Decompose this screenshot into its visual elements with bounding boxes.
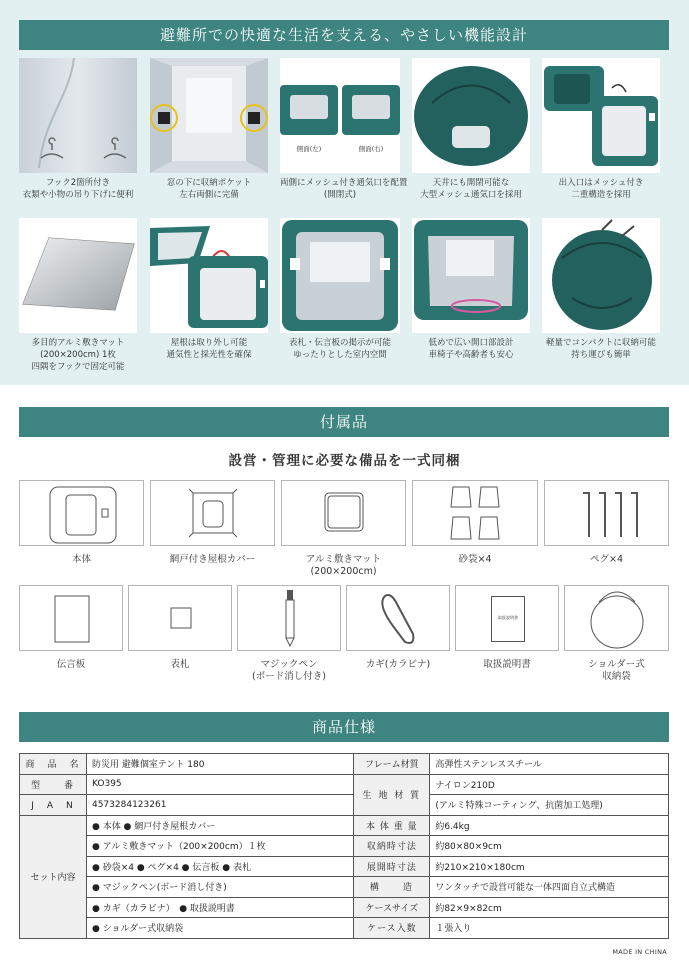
spec-key: 型 番 [20, 774, 87, 795]
feature-photo [19, 218, 137, 333]
manual-icon: 取扱説明書 [491, 596, 525, 642]
table-row [20, 795, 669, 816]
low-opening-illustration [412, 218, 530, 333]
accessory-label-line: 伝言板 [56, 659, 86, 670]
accessory-label [564, 659, 669, 683]
table-row [20, 897, 669, 918]
spec-key: 展開時寸法 [354, 856, 430, 877]
feature-caption-line: 屋根は取り外し可能 [170, 338, 248, 348]
table-row [20, 774, 669, 795]
spec-title-bar [19, 712, 669, 742]
spec-key: ケースサイズ [354, 897, 430, 918]
accessory-label [544, 554, 669, 566]
hanger-hooks-illustration [19, 58, 137, 173]
accessory-label [19, 659, 123, 671]
accessory-label [128, 659, 232, 671]
pocket-illustration [150, 58, 268, 173]
alu-mat-illustration [19, 218, 137, 333]
spec-table [19, 753, 669, 939]
peg-icon [545, 481, 670, 547]
spec-set-line: ● アルミ敷きマット（200×200cm）１枚 [86, 836, 353, 857]
table-row [20, 754, 669, 775]
carabiner-icon [347, 586, 451, 652]
roof-removal-illustration [150, 218, 268, 333]
spec-value: 約82×9×82cm [430, 897, 669, 918]
spec-value: (アルミ特殊コーティング、抗菌加工処理) [430, 795, 669, 816]
spec-value: 4573284123261 [86, 795, 353, 816]
marker-pen-icon [238, 586, 342, 652]
accessories-subtitle: 設営・管理に必要な備品を一式同梱 [228, 453, 461, 469]
nameplate-icon [129, 586, 233, 652]
accessory-label-line: 本体 [71, 554, 91, 565]
accessories-title-bar [19, 407, 669, 437]
feature-photo [280, 58, 400, 173]
accessory-label-line: ペグ×4 [589, 554, 623, 565]
accessory-label [281, 554, 406, 578]
sandbag-icon [413, 481, 539, 547]
spec-value: 防災用 避難個室テント 180 [86, 754, 353, 775]
table-row [20, 836, 669, 857]
accessory-sandbag-box [412, 480, 538, 546]
spec-set-line: ● 砂袋×4 ● ペグ×4 ● 伝言板 ● 表札 [86, 856, 353, 877]
spec-set-line: ● カギ（カラビナ） ● 取扱説明書 [86, 897, 353, 918]
spec-value: １張入り [430, 918, 669, 939]
feature-caption-line: 軽量でコンパクトに収納可能 [546, 338, 656, 348]
accessory-label-line: カギ(カラビナ) [365, 659, 431, 670]
accessory-carabiner-box [346, 585, 450, 651]
feature-photo [412, 58, 530, 173]
feature-low [412, 218, 530, 361]
feature-caption-line: 天井にも開閉可能な [432, 178, 510, 188]
feature-caption-line: 左右両側に完備 [179, 190, 239, 200]
spec-value: 高弾性ステンレススチール [430, 754, 669, 775]
spec-key: セット内容 [20, 815, 87, 938]
alu-mat-icon [282, 481, 407, 547]
feature-caption-line: (200×200cm) 1枚 [40, 350, 116, 360]
feature-caption-line: 窓の下に収納ポケット [166, 178, 252, 188]
accessory-peg-box [544, 480, 669, 546]
spec-set-line: ● 本体 ● 網戸付き屋根カバー [86, 815, 353, 836]
spec-key: 生 地 材 質 [354, 774, 430, 815]
accessory-label [346, 659, 450, 671]
feature-caption-line: 表札・伝言板の掲示が可能 [288, 338, 391, 348]
feature-photo [19, 58, 137, 173]
accessory-label-line: 収納袋 [602, 671, 631, 682]
accessory-label-line: マジックペン [260, 659, 318, 670]
feature-compact [542, 218, 660, 361]
feature-caption-line: 持ち運びも簡単 [571, 350, 631, 360]
accessory-roof-box [150, 480, 275, 546]
accessory-label-line: 取扱説明書 [483, 659, 531, 670]
feature-vent [280, 58, 408, 201]
feature-hook [19, 58, 137, 201]
spec-set-line: ● マジックペン(ボード消し付き) [86, 877, 353, 898]
accessory-label-line: アルミ敷きマット [305, 554, 382, 565]
vent-right-label: 側面(右) [358, 145, 384, 153]
vent-left-label: 側面(左) [296, 145, 322, 153]
spec-value: 約210×210×180cm [430, 856, 669, 877]
accessory-message-board-box [19, 585, 123, 651]
vent-right-panel [342, 85, 400, 135]
accessory-label-line: (ボード消し付き) [252, 671, 326, 682]
feature-photo [542, 58, 660, 173]
table-row [20, 856, 669, 877]
accessory-marker-box [237, 585, 341, 651]
feature-caption-line: 大型メッシュ通気口を採用 [420, 190, 522, 200]
accessory-label-line: (200×200cm) [310, 566, 377, 577]
storage-bag-illustration [542, 218, 660, 333]
accessory-label-line: 表札 [170, 659, 190, 670]
accessory-nameplate-box [128, 585, 232, 651]
accessory-label-line: 砂袋×4 [458, 554, 492, 565]
table-row [20, 877, 669, 898]
features-title: 避難所での快適な生活を支える、やさしい機能設計 [159, 26, 528, 44]
table-row [20, 815, 669, 836]
made-in-label: MADE IN CHINA [612, 948, 667, 956]
feature-door [542, 58, 660, 201]
spec-value: 約6.4kg [430, 815, 669, 836]
feature-caption-line: ゆったりとした室内空間 [293, 350, 387, 360]
feature-board [280, 218, 400, 361]
feature-photo [150, 218, 268, 333]
table-row [20, 918, 669, 939]
feature-photo [542, 218, 660, 333]
feature-roof [150, 218, 268, 361]
roof-cover-icon [151, 481, 276, 547]
spec-key: 本 体 重 量 [354, 815, 430, 836]
accessory-label [237, 659, 341, 683]
spec-key: フレーム材質 [354, 754, 430, 775]
feature-caption-line: 車椅子や高齢者も安心 [428, 350, 514, 360]
feature-caption-line: 低めで広い開口部設計 [428, 338, 514, 348]
accessory-mat-box [281, 480, 406, 546]
accessory-body-box [19, 480, 144, 546]
shoulder-bag-icon [565, 586, 670, 652]
feature-photo [412, 218, 530, 333]
spec-value: 約80×80×9cm [430, 836, 669, 857]
feature-caption-line: (開閉式) [323, 190, 357, 200]
spec-key: 構 造 [354, 877, 430, 898]
feature-caption-line: 四隅をフックで固定可能 [31, 362, 125, 372]
feature-caption-line: 二重構造を採用 [571, 190, 631, 200]
accessory-label-line: 網戸付き屋根カバー [169, 554, 256, 565]
tent-interior-illustration [280, 218, 400, 333]
tent-body-icon [20, 481, 145, 547]
accessory-label [455, 659, 559, 671]
spec-key: 収納時寸法 [354, 836, 430, 857]
feature-caption-line: 多目的アルミ敷きマット [31, 338, 125, 348]
feature-photo [150, 58, 268, 173]
feature-caption-line: フック2箇所付き [45, 178, 111, 188]
accessory-bag-box [564, 585, 669, 651]
vent-left-panel [280, 85, 338, 135]
feature-caption-line: 出入口はメッシュ付き [558, 178, 644, 188]
spec-value: KO395 [86, 774, 353, 795]
spec-key: ケース入数 [354, 918, 430, 939]
accessory-label-line: ショルダー式 [588, 659, 645, 670]
tent-ceiling-illustration [412, 58, 530, 173]
spec-value: ワンタッチで設営可能な一体四面自立式構造 [430, 877, 669, 898]
accessories-title: 付属品 [319, 413, 368, 431]
feature-mat [19, 218, 137, 373]
feature-caption-line: 両側にメッシュ付き通気口を配置 [280, 178, 408, 188]
features-title-bar [19, 20, 669, 50]
feature-caption-line: 通気性と採光性を確保 [166, 350, 252, 360]
spec-key: J A N [20, 795, 87, 816]
spec-title: 商品仕様 [311, 718, 376, 736]
feature-pocket [150, 58, 268, 201]
feature-ceiling [412, 58, 530, 201]
feature-photo [280, 218, 400, 333]
accessory-label [19, 554, 144, 566]
accessory-manual-box [455, 585, 559, 651]
tent-door-illustration [542, 58, 660, 173]
accessory-label [150, 554, 275, 566]
spec-value: ナイロン210D [430, 774, 669, 795]
feature-caption-line: 衣類や小物の吊り下げに便利 [22, 190, 134, 200]
message-board-icon [20, 586, 124, 652]
accessory-label [412, 554, 538, 566]
spec-key: 商 品 名 [20, 754, 87, 775]
spec-set-line: ● ショルダー式収納袋 [86, 918, 353, 939]
